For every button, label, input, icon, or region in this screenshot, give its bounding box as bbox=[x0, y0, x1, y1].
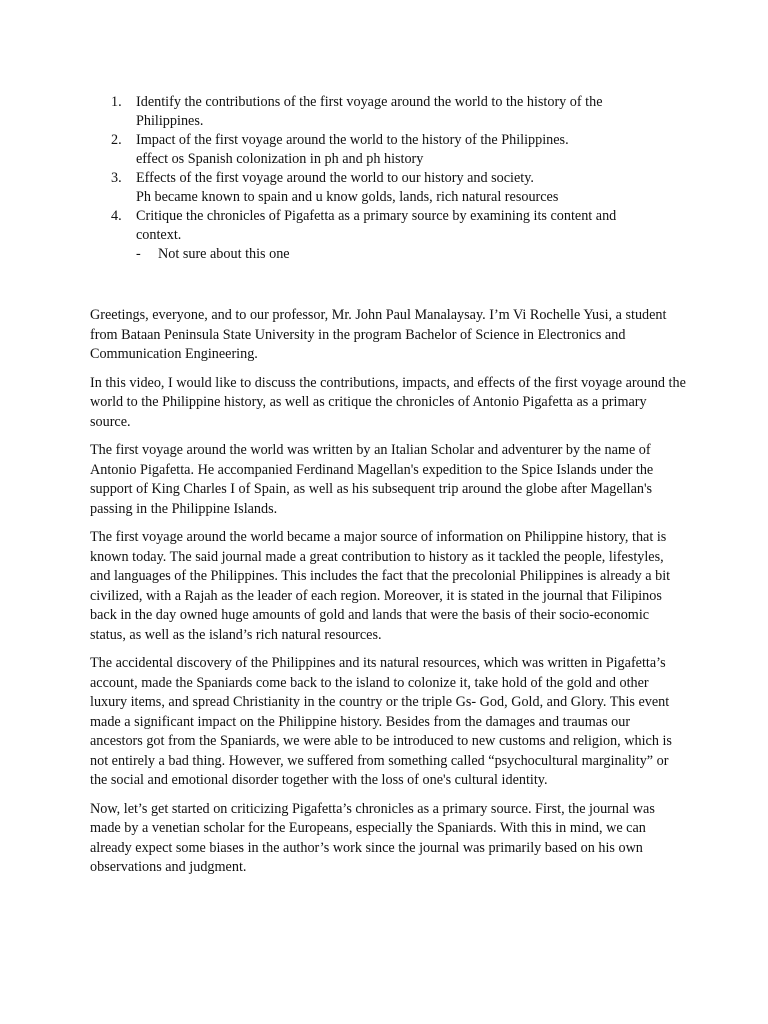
paragraph-intro: In this video, I would like to discuss the contributions, impacts, and effects of the first voyage around the world to the Philippine history, as well as critique the chronicles of Antonio Pigafetta as a primary source. bbox=[90, 374, 686, 430]
list-item-number: 2. bbox=[111, 132, 122, 148]
paragraph-greeting: Greetings, everyone, and to our professor, Mr. John Paul Manalaysay. I’m Vi Rochelle Yusi, a student from Bataan Peninsula State University in the program Bachelor of Science in Electronics and Communication Engineering. bbox=[90, 307, 667, 362]
essay-body bbox=[90, 306, 686, 887]
paragraph-contributions: The first voyage around the world became a major source of information on Philippine history, that is known today. The said journal made a great contribution to history as it tackled the people, lifestyles, and languages of the Philippines. This includes the fact that the precolonial Philippines is already a bit civilized, with a Rajah as the leader of each region. Moreover, it is stated in the journal that Filipinos back in the day owned huge amounts of gold and lands that were the basis of their socio-economic status, as well as the island’s rich natural resources. bbox=[90, 529, 671, 643]
paragraph-critique: Now, let’s get started on criticizing Pigafetta’s chronicles as a primary source. First, the journal was made by a venetian scholar for the Europeans, especially the Spaniards. With this in mind, we can already expect some biases in the author’s work since the journal was primarily based on his own observations and judgment. bbox=[90, 800, 655, 875]
questions-list bbox=[102, 93, 662, 264]
dash-note-text: Not sure about this one bbox=[158, 246, 290, 262]
list-item-number: 3. bbox=[111, 170, 122, 186]
list-item-number: 1. bbox=[111, 94, 122, 110]
list-item-dash-note bbox=[136, 245, 662, 264]
list-item bbox=[102, 169, 662, 207]
paragraph-impact: The accidental discovery of the Philippines and its natural resources, which was written in Pigafetta’s account, made the Spaniards come back to the island to colonize it, take hold of the gold and other luxury items, and spread Christianity in the country or the triple Gs- God, Gold, and Glory. This event made a significant impact on the Philippine history. Besides from the damages and traumas our ancestors got from the Spaniards, we were able to be introduced to new customs and religion, which is not entirely a bad thing. However, we suffered from something called “psychocultural marginality” or the social and emotional disorder together with the loss of one's cultural identity. bbox=[90, 655, 672, 788]
list-item-note: effect os Spanish colonization in ph and ph history bbox=[136, 151, 424, 167]
list-item-note: Ph became known to spain and u know golds, lands, rich natural resources bbox=[136, 189, 559, 205]
list-item-text: Effects of the first voyage around the world to our history and society. bbox=[136, 170, 534, 186]
paragraph-author: The first voyage around the world was written by an Italian Scholar and adventurer by the name of Antonio Pigafetta. He accompanied Ferdinand Magellan's expedition to the Spice Islands under the support of King Charles I of Spain, as well as his subsequent trip around the globe after Magellan's passing in the Philippine Islands. bbox=[90, 442, 654, 517]
list-item-text: Impact of the first voyage around the world to the history of the Philippines. bbox=[136, 132, 569, 148]
dash-bullet: - bbox=[136, 246, 141, 262]
list-item bbox=[102, 93, 662, 131]
list-item bbox=[102, 131, 662, 169]
list-item-number: 4. bbox=[111, 208, 122, 224]
list-item-text: Identify the contributions of the first voyage around the world to the history of the Philippines. bbox=[136, 94, 603, 129]
list-item bbox=[102, 207, 662, 264]
list-item-text: Critique the chronicles of Pigafetta as a primary source by examining its content and context. bbox=[136, 208, 617, 243]
